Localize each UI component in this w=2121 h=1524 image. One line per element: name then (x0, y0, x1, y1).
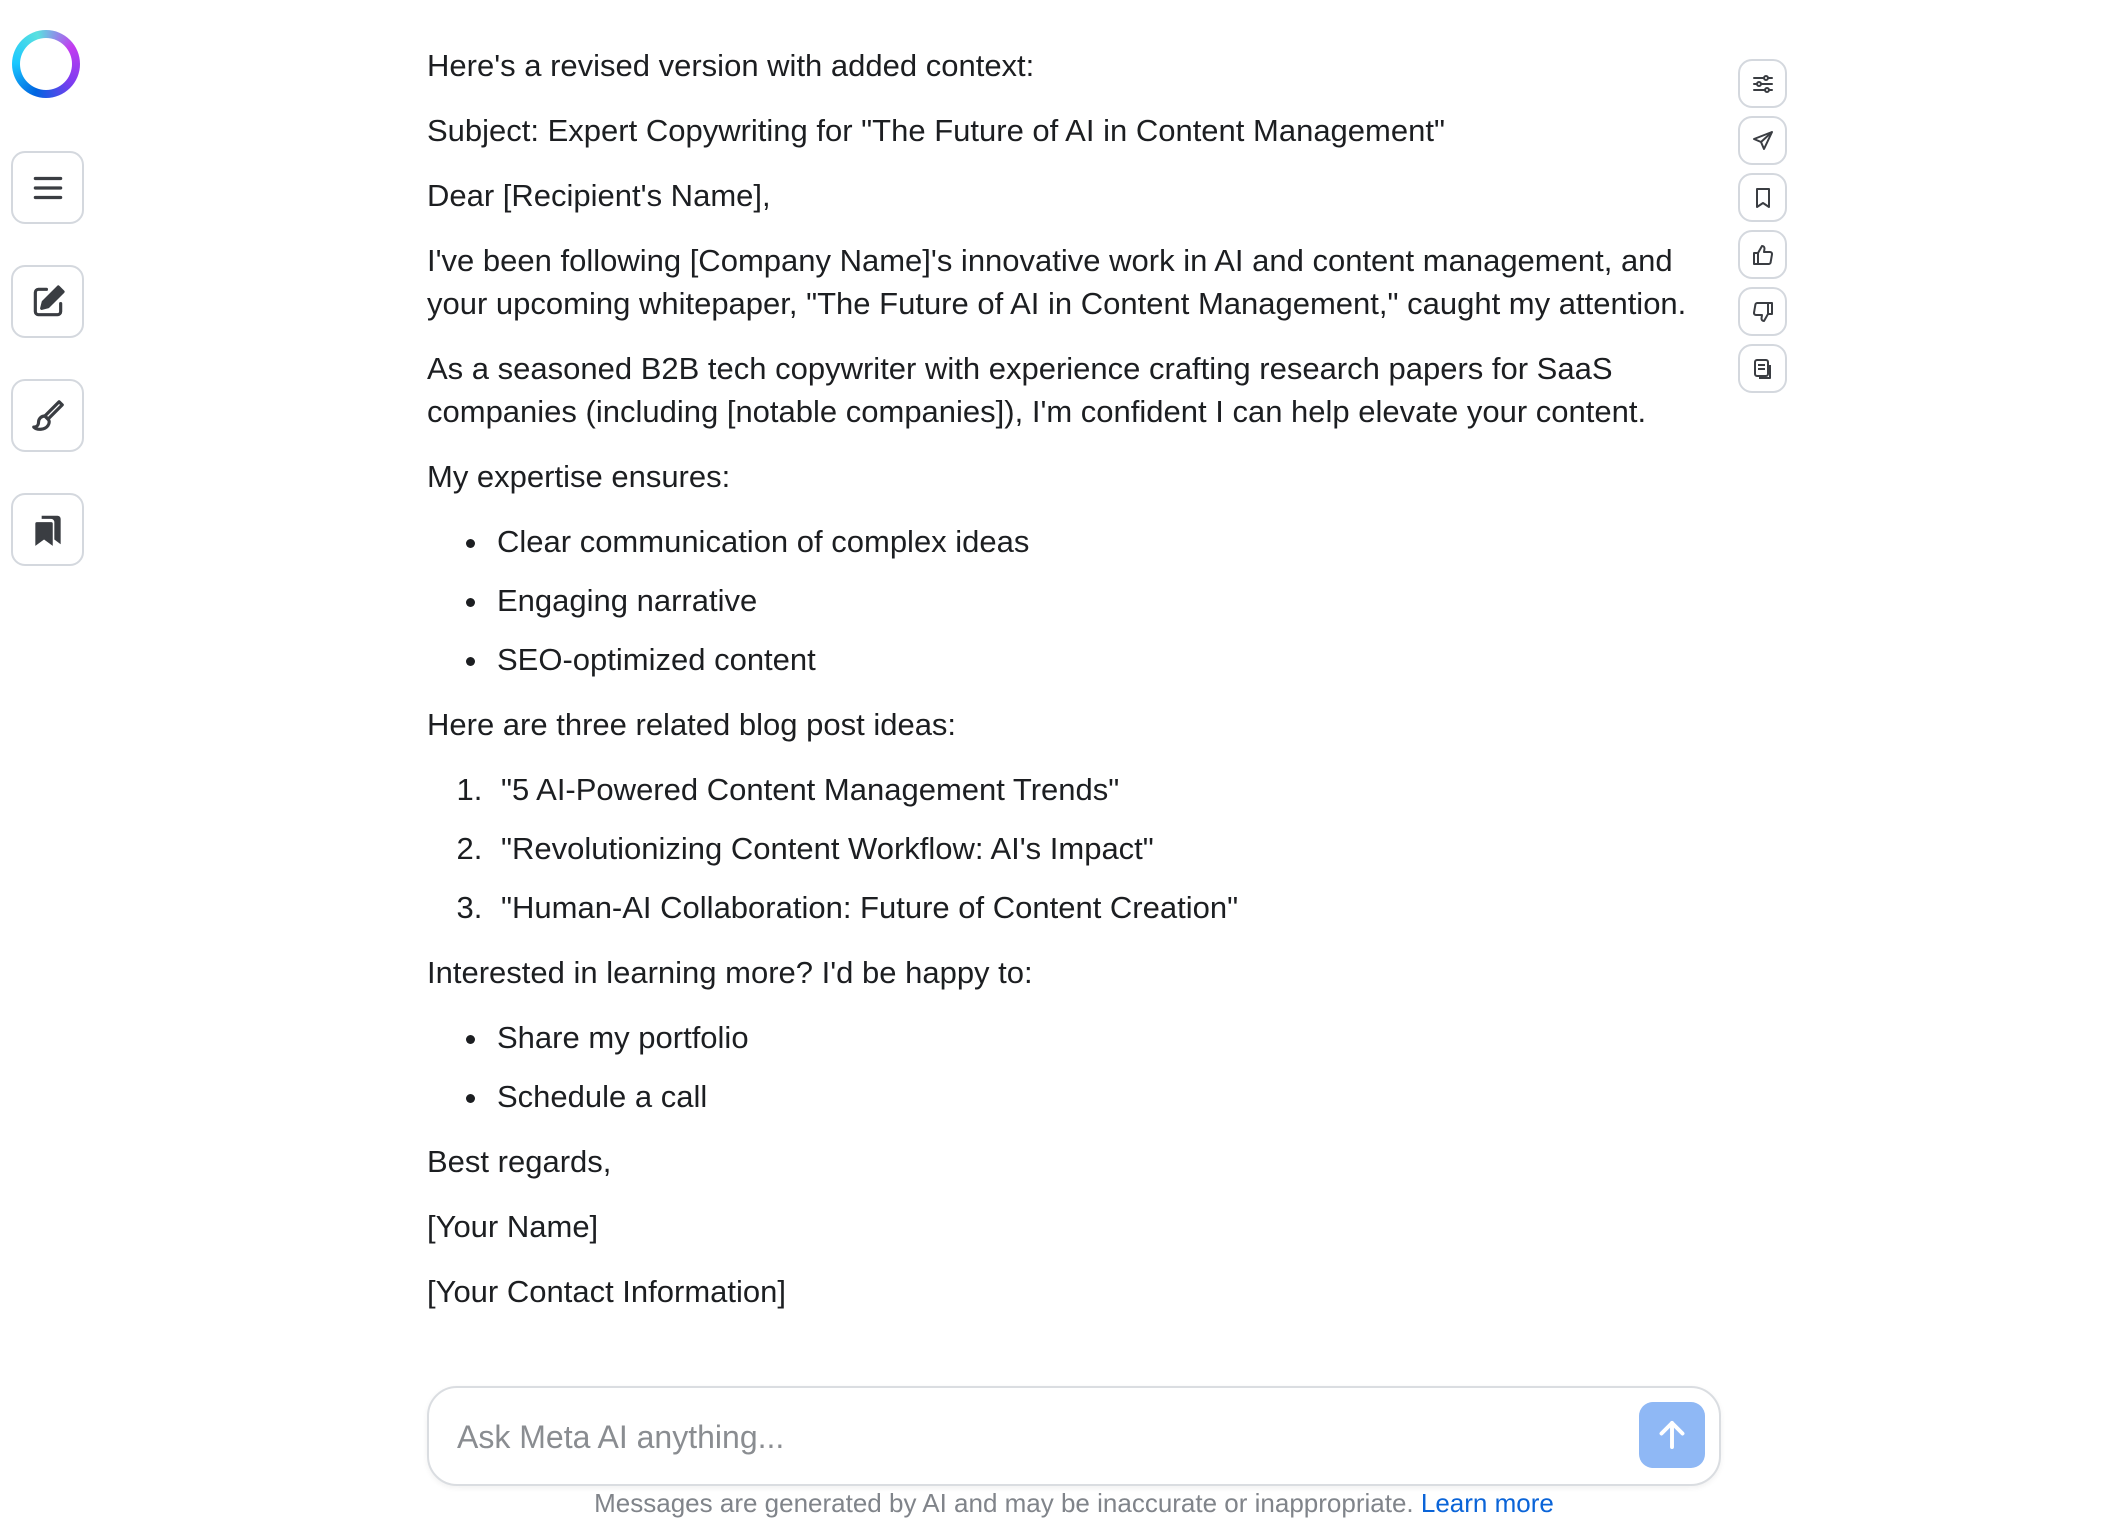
message-actions (1738, 59, 1788, 401)
share-button[interactable] (1738, 116, 1787, 165)
library-button[interactable] (11, 493, 84, 566)
copy-icon (1751, 357, 1775, 381)
expertise-heading: My expertise ensures: (427, 459, 731, 494)
ideas-list (427, 768, 1717, 929)
left-rail (0, 0, 100, 1524)
expertise-list (427, 520, 1717, 681)
imagine-button[interactable] (11, 379, 84, 452)
cta-heading: Interested in learning more? I'd be happy to: (427, 955, 1033, 990)
list-item: • SEO-optimized content (491, 638, 1717, 681)
email-paragraph-1: I've been following [Company Name]'s innovative work in AI and content management, and your upcoming whitepaper, "The Future of AI in Content Management," caught my attention. (427, 243, 1687, 321)
email-paragraph-2: As a seasoned B2B tech copywriter with experience crafting research papers for SaaS companies (including [notable companies]), I'm confident I can help elevate your content. (427, 351, 1647, 429)
new-chat-button[interactable] (11, 265, 84, 338)
list-item: 1. "5 AI-Powered Content Management Trends" (491, 768, 1717, 811)
send-icon (1751, 129, 1775, 153)
send-button[interactable] (1639, 1402, 1705, 1468)
sliders-icon (1751, 72, 1775, 96)
arrow-up-icon (1654, 1417, 1690, 1453)
disclaimer-text: Messages are generated by AI and may be inaccurate or inappropriate. (594, 1488, 1414, 1518)
bookmark-button[interactable] (1738, 173, 1787, 222)
disclaimer (427, 1488, 1721, 1518)
email-greeting: Dear [Recipient's Name], (427, 178, 771, 213)
email-contact: [Your Contact Information] (427, 1274, 786, 1309)
cta-list (427, 1016, 1717, 1118)
hamburger-menu-icon (29, 169, 67, 207)
email-signoff: Best regards, (427, 1144, 612, 1179)
list-item: • Clear communication of complex ideas (491, 520, 1717, 563)
copy-button[interactable] (1738, 344, 1787, 393)
list-item: • Engaging narrative (491, 579, 1717, 622)
list-item: 3. "Human-AI Collaboration: Future of Content Creation" (491, 886, 1717, 929)
message-input[interactable] (457, 1410, 1597, 1464)
assistant-message (427, 44, 1717, 1335)
ideas-heading: Here are three related blog post ideas: (427, 707, 957, 742)
list-item: • Schedule a call (491, 1075, 1717, 1118)
settings-button[interactable] (1738, 59, 1787, 108)
message-intro: Here's a revised version with added context: (427, 48, 1035, 83)
brush-icon (29, 397, 67, 435)
list-item: 2. "Revolutionizing Content Workflow: AI's Impact" (491, 827, 1717, 870)
dislike-button[interactable] (1738, 287, 1787, 336)
thumbs-down-icon (1751, 300, 1775, 324)
list-item: • Share my portfolio (491, 1016, 1717, 1059)
email-subject: Subject: Expert Copywriting for "The Future of AI in Content Management" (427, 113, 1445, 148)
learn-more-link[interactable]: Learn more (1420, 1488, 1554, 1518)
bookmarks-icon (29, 511, 67, 549)
menu-button[interactable] (11, 151, 84, 224)
meta-ai-logo-icon[interactable] (12, 30, 80, 98)
email-name: [Your Name] (427, 1209, 599, 1244)
thumbs-up-icon (1751, 243, 1775, 267)
edit-square-icon (29, 283, 67, 321)
bookmark-icon (1751, 186, 1775, 210)
like-button[interactable] (1738, 230, 1787, 279)
composer (427, 1386, 1721, 1486)
